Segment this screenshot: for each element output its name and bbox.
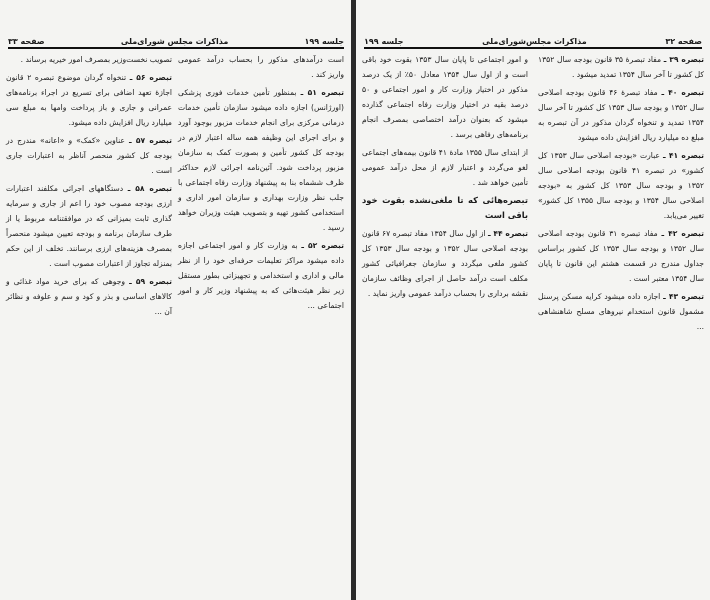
paragraph — [178, 52, 344, 82]
paragraph — [6, 70, 172, 130]
page-32 — [356, 0, 710, 600]
paragraph — [362, 226, 528, 301]
running-title: مذاکرات مجلس‌شورای‌ملی — [482, 37, 587, 46]
page-33 — [0, 0, 352, 600]
clause-label: تبصره ۵۷ ـ — [128, 136, 172, 145]
clause-text: دستگاههای اجرائی مکلفند اعتبارات ارزی بودجه مصوب خود را اعم از جاری و سرمایه گذاری ثابت بمیزانی که در موافقتنامه مربوط یا از طرف سازمان برنامه و بودجه تعیین میشود منحصراً بمصرف هزینه‌های ارزی برسانند. تخلف از این حکم بمنزله تجاوز از اعتبارات مصوب است . — [6, 184, 172, 268]
clause-text: مفاد تبصره ۳۱ قانون بودجه اصلاحی سال ۱۳۵۲ و بودجه سال ۱۳۵۳ کل کشور براساس جداول مندرج در قسمت هشتم این قانون تا پایان سال ۱۳۵۴ معتبر است . — [538, 229, 705, 283]
clause-text: به وزارت کار و امور اجتماعی اجازه داده میشود مراکز تعلیمات حرفه‌ای خود را از نظر مالی و اداری و استخدامی و تجهیزاتی بطور مستقل زیر نظر هیئت‌هائی که به پیشنهاد وزیر کار و امور اجتماعی ... — [178, 241, 344, 310]
paragraph — [178, 85, 344, 235]
text-column — [538, 52, 704, 337]
clause-label: تبصره ۴۱ ـ — [662, 151, 705, 160]
clause-label: تبصره ۵۱ ـ — [300, 88, 345, 97]
clause-text: از اول سال ۱۳۵۴ مفاد تبصره ۶۷ قانون بودجه اصلاحی سال ۱۳۵۲ و بودجه سال ۱۳۵۳ کل کشور ملغی میگردد و سازمان جغرافیائی کشور مکلف است درآمد حاصل از اجرای وظائف سازمان نقشه برداری را بحساب درآمد عمومی واریز نماید . — [362, 229, 528, 298]
paragraph — [538, 289, 704, 334]
clause-text: مفاد تبصرهٔ ۴۶ قانون بودجه اصلاحی سال ۱۳۵۲ و بودجه سال ۱۳۵۳ کل کشور تا آخر سال ۱۳۵۴ تمدید و تنخواه گردان مذکور در آن تبصره به مبلغ ده میلیارد ریال افزایش داده میشود — [538, 88, 704, 142]
paragraph — [538, 148, 704, 223]
paragraph — [6, 181, 172, 271]
clause-label: تبصره ۴۳ ـ — [663, 292, 704, 301]
clause-text: تنخواه گردان موضوع تبصره ۲ قانون اجازهٔ تعهد اضافی برای تسریع در اجراء برنامه‌های عمرانی و جاری و باز پرداخت وامها به مبلغ سی میلیارد ریال افزایش داده میشود. — [6, 73, 172, 127]
paragraph — [538, 85, 704, 145]
clause-text: بمنظور تأمین خدمات فوری پزشکی (اورژانس) اجازه داده میشود سازمان تأمین خدمات درمانی مرکزی برای انجام خدمات مزبور بوجود آورد و برای اجرای این وظیفه همه ساله اعتبار لازم در بودجه کل کشور تأمین و بصورت کمک به سازمان مزبور پرداخت شود. آئین‌نامه اجرائی لازم حداکثر ظرف ششماه بنا به پیشنهاد وزارت رفاه اجتماعی با جلب نظر وزارت بهداری و سازمان امور اداری و استخدامی کشور تهیه و بتصویب هیئت وزیران خواهد رسید . — [178, 88, 344, 232]
clause-label: تبصره ۴۰ ـ — [661, 88, 704, 97]
paragraph — [538, 52, 704, 82]
paragraph — [6, 133, 172, 178]
text-column — [6, 52, 172, 322]
clause-text: عبارت «بودجه اصلاحی سال ۱۳۵۳ کل کشور» در تبصره ۴۱ قانون بودجه اصلاحی سال ۱۳۵۲ و بودجه سال ۱۳۵۳ کل کشور به «بودجه اصلاحی سال ۱۳۵۴ و بودجه سال ۱۳۵۵ کل کشور» تغییر می‌یابد. — [538, 151, 705, 220]
text-column — [362, 52, 528, 304]
clause-label: تبصره ۴۴ ـ — [488, 229, 528, 238]
clause-text: از ابتدای سال ۱۳۵۵ مادهٔ ۴۱ قانون بیمه‌های اجتماعی لغو می‌گردد و اعتبار لازم از محل درآمد عمومی تأمین خواهد شد . — [362, 148, 528, 187]
page-number: صفحه ۳۳ — [8, 37, 45, 46]
page-header — [364, 32, 702, 49]
session-number: جلسه ۱۹۹ — [304, 37, 344, 46]
paragraph — [6, 274, 172, 319]
clause-text: اجازه داده میشود کرایه مسکن پرسنل مشمول قانون استخدام نیروهای مسلح شاهنشاهی ... — [538, 292, 704, 331]
clause-label: تبصره ۳۹ ـ — [663, 55, 704, 64]
clause-label: تبصره ۵۸ ـ — [127, 184, 173, 193]
paragraph — [362, 193, 528, 223]
running-title: مذاکرات مجلس شورای‌ملی — [120, 37, 229, 46]
paragraph — [178, 238, 344, 313]
page-number: صفحه ۳۲ — [665, 37, 702, 46]
clause-label: تبصره ۵۶ ـ — [129, 73, 172, 82]
clause-label: تبصره ۵۲ ـ — [301, 241, 344, 250]
page-header — [8, 32, 344, 49]
clause-label: تبصره ۴۲ ـ — [661, 229, 704, 238]
clause-text: مفاد تبصرهٔ ۳۵ قانون بودجه سال ۱۳۵۲ کل کشور تا آخر سال ۱۳۵۴ تمدید میشود . — [538, 55, 704, 79]
paragraph — [538, 226, 704, 286]
session-number: جلسه ۱۹۹ — [364, 37, 404, 46]
clause-text: وجوهی که برای خرید مواد غذائی و کالاهای اساسی و بذر و کود و سم و علوفه و نظائر آن ... — [6, 277, 172, 316]
clause-text: است درآمدهای مذکور را بحساب درآمد عمومی واریز کند . — [178, 55, 344, 79]
clause-text: تصویب نخست‌وزیر بمصرف امور خیریه برساند . — [20, 55, 172, 64]
paragraph — [6, 52, 172, 67]
clause-text: و امور اجتماعی تا پایان سال ۱۳۵۳ بقوت خود باقی است و از اول سال ۱۳۵۴ معادل ۵۰٪ از یک درصد مذکور در اختیار وزارت کار و امور اجتماعی و ۵۰ درصد بقیه در اختیار وزارت رفاه اجتماعی گذارده میشود که بعنوان درآمد اختصاصی بمصرف انجام برنامه‌های رفاهی برسد . — [362, 55, 528, 139]
clause-label: تبصره ۵۹ ـ — [129, 277, 172, 286]
text-column — [178, 52, 344, 316]
paragraph — [362, 145, 528, 190]
paragraph — [362, 52, 528, 142]
clause-text: عناوین «کمک» و «اعانه» مندرج در بودجه کل کشور منحصر آناظر به اعتبارات جاری است . — [6, 136, 172, 175]
section-heading: تبصره‌هائی که تا ملغی‌نشده بقوت خود باقی است — [362, 195, 528, 220]
